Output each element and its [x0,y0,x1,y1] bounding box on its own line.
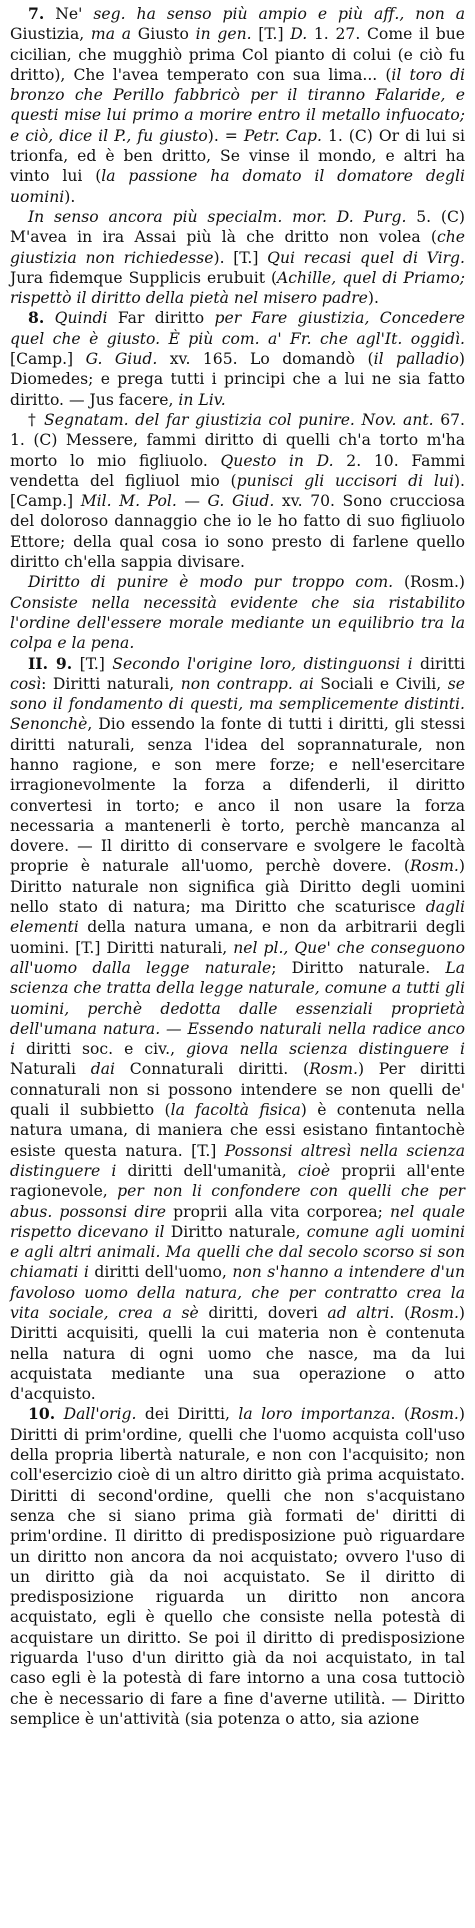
text-run: ) è contenuta nella natura umana, di maniera che essi esistano fintantochè esiste questa natura. [T.] [10,1101,466,1160]
italic-run: Rosm. [410,1304,459,1322]
italic-run: D. [290,25,308,44]
entry-II-9 [10,654,465,1405]
text-run: ; Diritto naturale. [271,958,446,977]
italic-run: Qui recasi quel di Virg. [267,248,465,267]
italic-run: G. Giud. [85,350,158,369]
text-run: 1. 27. Come il bue cicilian, che mugghiò prima Col pianto di colui (e ciò fu dritto), Che l'avea temperato con sua lima... ( [10,25,465,84]
text-run: . ( [389,1304,411,1322]
text-run: ) Diomedes; e prega tutti i principi che a lui ne sia fatto diritto. — Jus facere, [10,350,465,409]
italic-run: Rosm. [309,1060,358,1079]
text-run: diritti, doveri [198,1304,328,1322]
text-run: Connaturali diritti. ( [115,1060,310,1079]
italic-run: Mil. M. Pol. — G. Giud. [80,492,275,511]
text-run: Ne' [44,5,94,23]
text-run: diritti soc. e civ., [15,1040,187,1059]
italic-run: che giustizia non richiedesse [10,228,465,267]
text-run: . ( [390,1405,411,1424]
text-run: , Dio essendo la fonte di tutti i diritti, gli stessi diritti naturali, senza l'idea del soprannaturale, non hanno ragione, e son mere forze; e nell'esercitare irragionevolmente la forza a difenderli, il diritto convertesi in torto; e anco il non usare la forza necessaria a mantenerli è torto, perchè mancanza al dovere. — Il diritto di conservare e svolgere le facoltà proprie è naturale all'uomo, perchè dovere. ( [10,715,465,876]
text-run: ) Per diritti connaturali non si possono intendere se non quelli de' quali il subbietto ( [10,1060,465,1120]
italic-run: ma a [90,25,132,44]
text-run: ) Diritto naturale non significa già Diritto degli uomini nello stato di natura; ma Diritto che scaturisce [10,857,465,917]
italic-run: per non li confondere con quelli che per abus. possonsi dire [10,1182,465,1221]
text-column [10,4,465,1729]
text-run: ). [T.] [213,248,268,267]
text-run: proprii alla vita corporea; [166,1202,391,1221]
italic-run: così [10,674,42,693]
italic-run: punisci gli uccisori di lui [236,471,454,490]
entry-number: 10. [28,1404,56,1424]
italic-run: Questo in D. [220,451,334,470]
text-run: : Diritti naturali, [41,674,181,693]
text-run: ) Diritti acquisiti, quelli la cui materia non è contenuta nella natura di ogni uomo che nasce, ma da lui acquistata mediante una sua operazione o atto d'acquisto. [10,1304,466,1404]
italic-run: in gen. [195,25,252,44]
italic-run: Diritto di punire è modo pur troppo com. [28,573,394,592]
italic-run: Rosm. [410,1405,459,1424]
entry-number: 8. [28,308,45,328]
italic-run: cioè [297,1161,331,1180]
text-run: ). [64,187,76,206]
text-run: diritti dell'uomo, [88,1263,233,1282]
text-run: Giustizia, [10,25,91,44]
text-run [44,309,54,327]
text-run: (Rosm.) [393,573,466,592]
entry-diritto-di-punire [10,572,465,653]
text-run: Giusto [131,25,196,44]
text-run: ). [367,289,379,308]
text-run: [T.] [251,25,291,44]
italic-run: Achille, quel di Priamo; rispettò il diritto della pietà nel misero padre [10,268,465,308]
entry-number: II. 9. [28,653,73,673]
text-run: [Camp.] [10,350,86,369]
italic-run: Segnatam. del far giustizia col punire. Nov. ant. [44,410,434,429]
italic-run: Possonsi altresì nella scienza distinguere i [10,1141,465,1180]
italic-run: non s'hanno a intendere d'un favoloso uomo della natura, che per contratto crea la vita sociale, crea a sè [10,1263,466,1322]
italic-run: nel pl., Que' che conseguono all'uomo dalla legge naturale [10,938,465,977]
italic-run: Quindi [54,309,108,328]
text-run: proprii all'ente ragionevole, [10,1161,465,1201]
italic-run: Dall'orig. [63,1405,137,1424]
entry-8-sense-punish [10,410,465,572]
text-run: ). [Camp.] [10,471,465,511]
italic-run: la loro importanza [238,1405,391,1424]
italic-run: il palladio [373,350,459,369]
italic-run: In senso ancora più specialm. mor. D. Purg. [28,207,407,226]
italic-run: la facoltà fisica [170,1101,301,1120]
text-run [55,1405,63,1423]
text-run: Jura fidemque Supplicis erubuit ( [10,268,278,287]
text-run: [T.] [72,654,113,673]
text-run: diritti [412,654,465,673]
italic-run: per Fare giustizia, Concedere quel che è giusto. È più com. a' Fr. che agl'It. oggidì. [10,309,465,348]
entry-7 [10,4,465,207]
text-run: Far diritto [107,309,215,328]
text-run: 5. (C) M'avea in ira Assai più là che dritto non volea ( [10,207,465,247]
text-run: xv. 70. Sono crucciosa del doloroso dannaggio che io le ho fatto di suo figliuolo Ettore; della qual cosa io sono presto di farlene quello diritto ch'ella sappia divisare. [10,492,465,572]
text-run: dei Diritti, [136,1405,239,1424]
italic-run: il toro di bronzo che Perillo fabbricò per il tiranno Falaride, e questi mise lui primo a morire entro il metallo infuocato; e ciò, dice il P., fu giusto [10,65,466,145]
italic-run: dai [90,1060,116,1079]
entry-7-sense-moral [10,207,465,308]
text-run: xv. 165. Lo domandò ( [157,350,374,369]
text-run: della natura umana, e non da arbitrarii degli uomini. [T.] Diritti naturali, [10,918,465,957]
italic-run: La scienza che tratta della legge naturale, comune a tutti gli uomini, perchè dedotta dalle essenziali proprietà dell'umana natura. — Essendo naturali nella radice anco i [10,958,465,1059]
italic-run: Rosm. [410,857,459,876]
italic-run: ad altri [327,1304,390,1322]
text-run: Naturali [10,1060,91,1079]
italic-run: nel quale rispetto dicevano il [10,1202,465,1241]
italic-run: Petr. Cap. [243,126,322,145]
entry-8 [10,308,465,409]
italic-run: seg. ha senso più ampio e più aff., non a [93,5,466,23]
italic-run: giova nella scienza distinguere i [186,1040,465,1059]
text-run: Sociali e Civili, [313,674,448,693]
text-run: ). = [207,126,244,145]
text-run: 67. 1. (C) Messere, fammi diritto di quelli ch'a torto m'ha morto lo mio figliuolo. [10,410,465,470]
text-run: diritti dell'umanità, [116,1161,298,1180]
text-run: 1. (C) Or di lui si trionfa, ed è ben dritto, Se vinse il mondo, e altri ha vinto lui ( [10,126,466,186]
italic-run: se sono il fondamento di questi, ma semplicemente distinti. Senonchè [10,674,466,734]
text-run: Diritto naturale, [164,1222,307,1241]
italic-run: Secondo l'origine loro, distinguonsi i [112,654,413,673]
italic-run: dagli elementi [10,898,465,937]
italic-run: comune agli uomini e agli altri animali. Ma quelli che dal secolo scorso si son chiamati i [10,1222,465,1282]
text-run: ) Diritti di prim'ordine, quelli che l'uomo acquista coll'uso della propria libertà naturale, e non con l'acquisito; non coll'esercizio cioè di un altro diritto già prima acquistato. Diritti di second'ordine, quelli che non s'acquistano senza che si siano prima già formati de' diritti di prim'ordine. Il diritto di predisposizione può riguardare un diritto non ancora da noi acquistato; ovvero l'uso di un diritto già da noi acquistato. Se il diritto di predisposizione riguarda un diritto non ancora acquistato, egli è quello che consiste nella potestà di acquistare un diritto. Se poi il diritto di predisposizione riguarda l'uso d'un diritto già da noi acquistato, in tal caso egli è la potestà di fare intorno a una cosa tuttociò che è necessario di fare a fine d'averne utilità. — Diritto semplice è un'attività (sia potenza o atto, sia azione [10,1405,465,1728]
text-run: † [28,410,45,429]
entry-10 [10,1404,465,1729]
italic-run: Consiste nella necessità evidente che sia ristabilito l'ordine dell'essere morale mediante un equilibrio tra la colpa e la pena. [10,593,465,653]
text-run: 2. 10. Fammi vendetta del figliuol mio ( [10,451,466,490]
italic-run: in Liv. [178,390,226,409]
italic-run: la passione ha domato il domatore degli uomini [10,167,465,206]
italic-run: non contrapp. ai [180,674,314,693]
entry-number: 7. [28,4,45,23]
